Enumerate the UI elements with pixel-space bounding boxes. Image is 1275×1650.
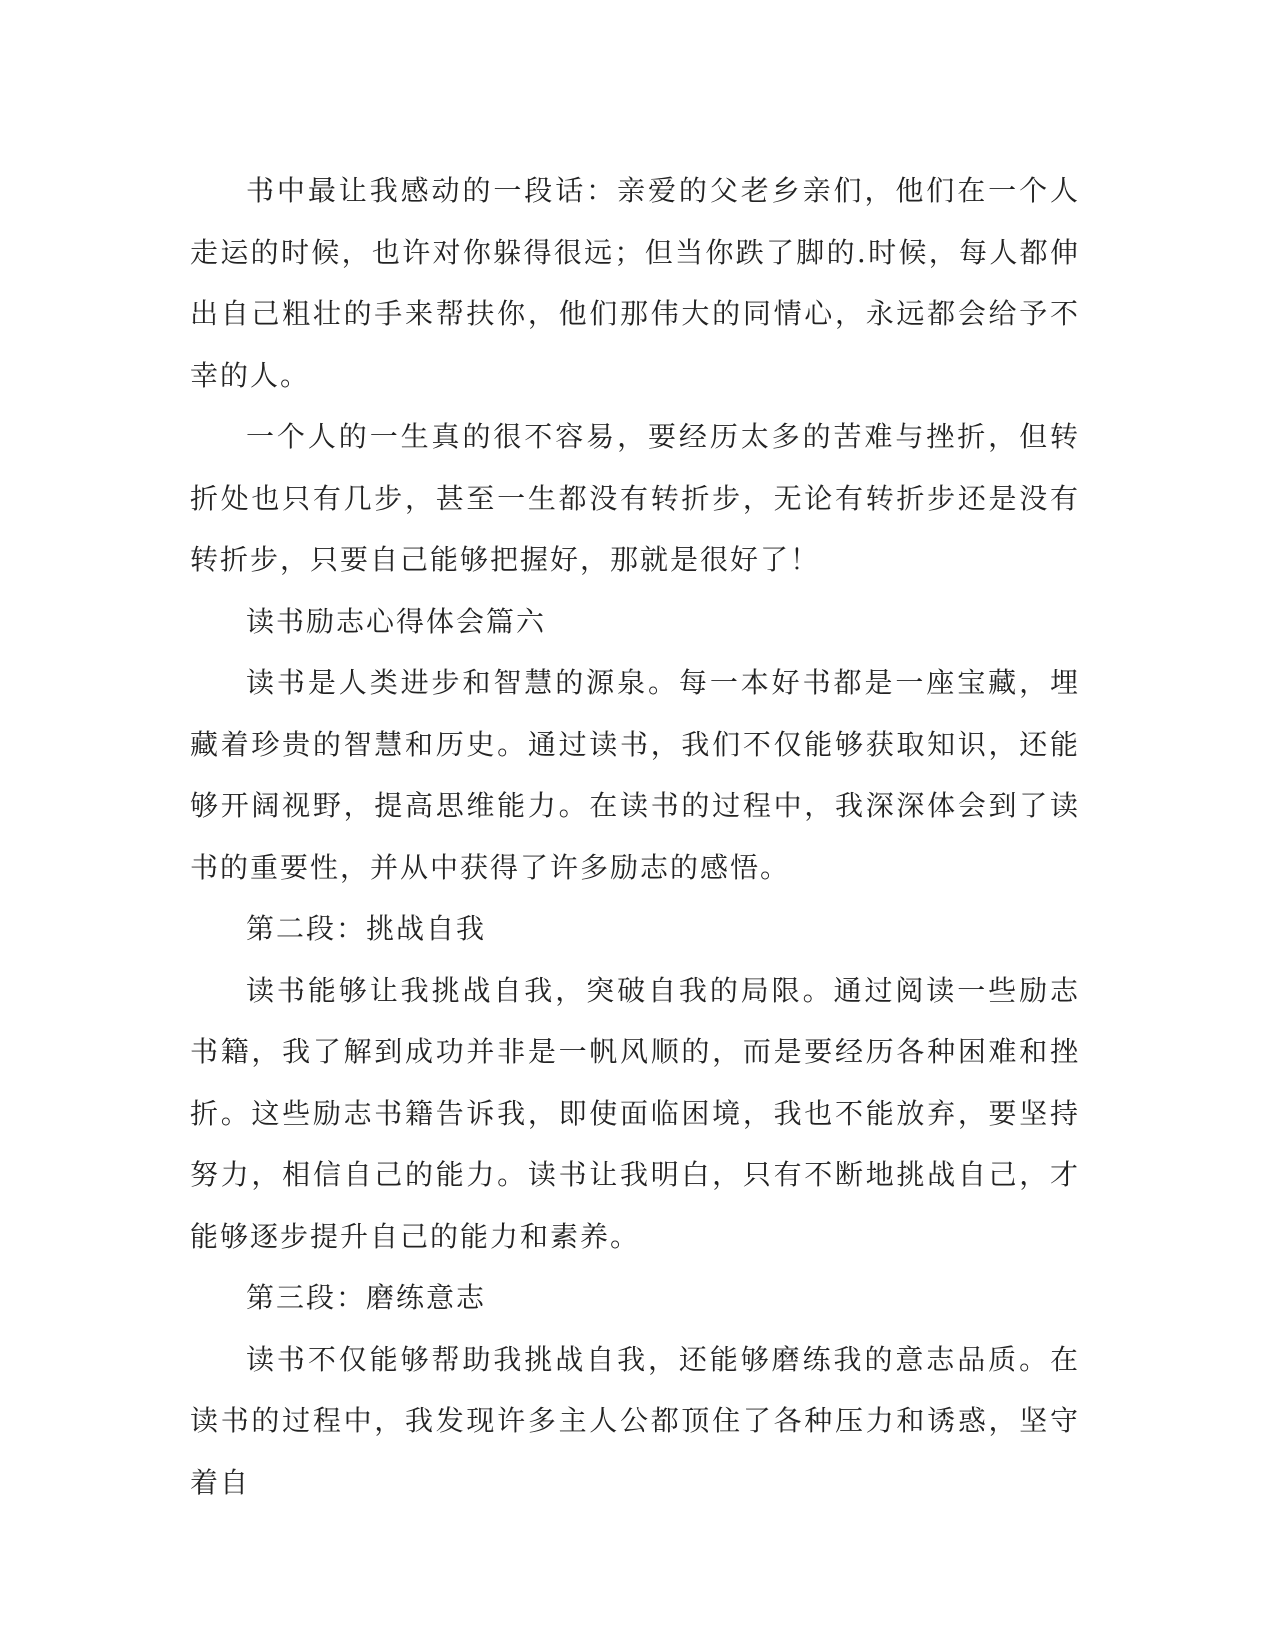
- section-title-part-six: 读书励志心得体会篇六: [246, 604, 547, 638]
- paragraph-life-turning-points: 一个人的一生真的很不容易，要经历太多的苦难与挫折，但转折处也只有几步，甚至一生都没有转折步，无论有转折步还是没有转折步，只要自己能够把握好，那就是很好了！: [190, 420, 1080, 576]
- section-heading-temper-will: 第三段：磨练意志: [246, 1281, 487, 1314]
- paragraph-challenge-self: 读书能够让我挑战自我，突破自我的局限。通过阅读一些励志书籍，我了解到成功并非是一帆风顺的，而是要经历各种困难和挫折。这些励志书籍告诉我，即使面临困境，我也不能放弃，要坚持努力，相信自己的能力。读书让我明白，只有不断地挑战自己，才能够逐步提升自己的能力和素养。: [190, 973, 1080, 1253]
- section-heading-challenge-self: 第二段：挑战自我: [246, 912, 487, 945]
- paragraph-temper-will: 读书不仅能够帮助我挑战自我，还能够磨练我的意志品质。在读书的过程中，我发现许多主人公都顶住了各种压力和诱惑，坚守着自: [190, 1342, 1080, 1499]
- document-body: [190, 160, 1080, 1513]
- paragraph-reading-source-of-wisdom: 读书是人类进步和智慧的源泉。每一本好书都是一座宝藏，埋藏着珍贵的智慧和历史。通过读书，我们不仅能够获取知识，还能够开阔视野，提高思维能力。在读书的过程中，我深深体会到了读书的重要性，并从中获得了许多励志的感悟。: [190, 666, 1080, 884]
- paragraph-moving-quote: 书中最让我感动的一段话：亲爱的父老乡亲们，他们在一个人走运的时候，也许对你躲得很远；但当你跌了脚的.时候，每人都伸出自己粗壮的手来帮扶你，他们那伟大的同情心，永远都会给予不幸的人。: [190, 174, 1080, 392]
